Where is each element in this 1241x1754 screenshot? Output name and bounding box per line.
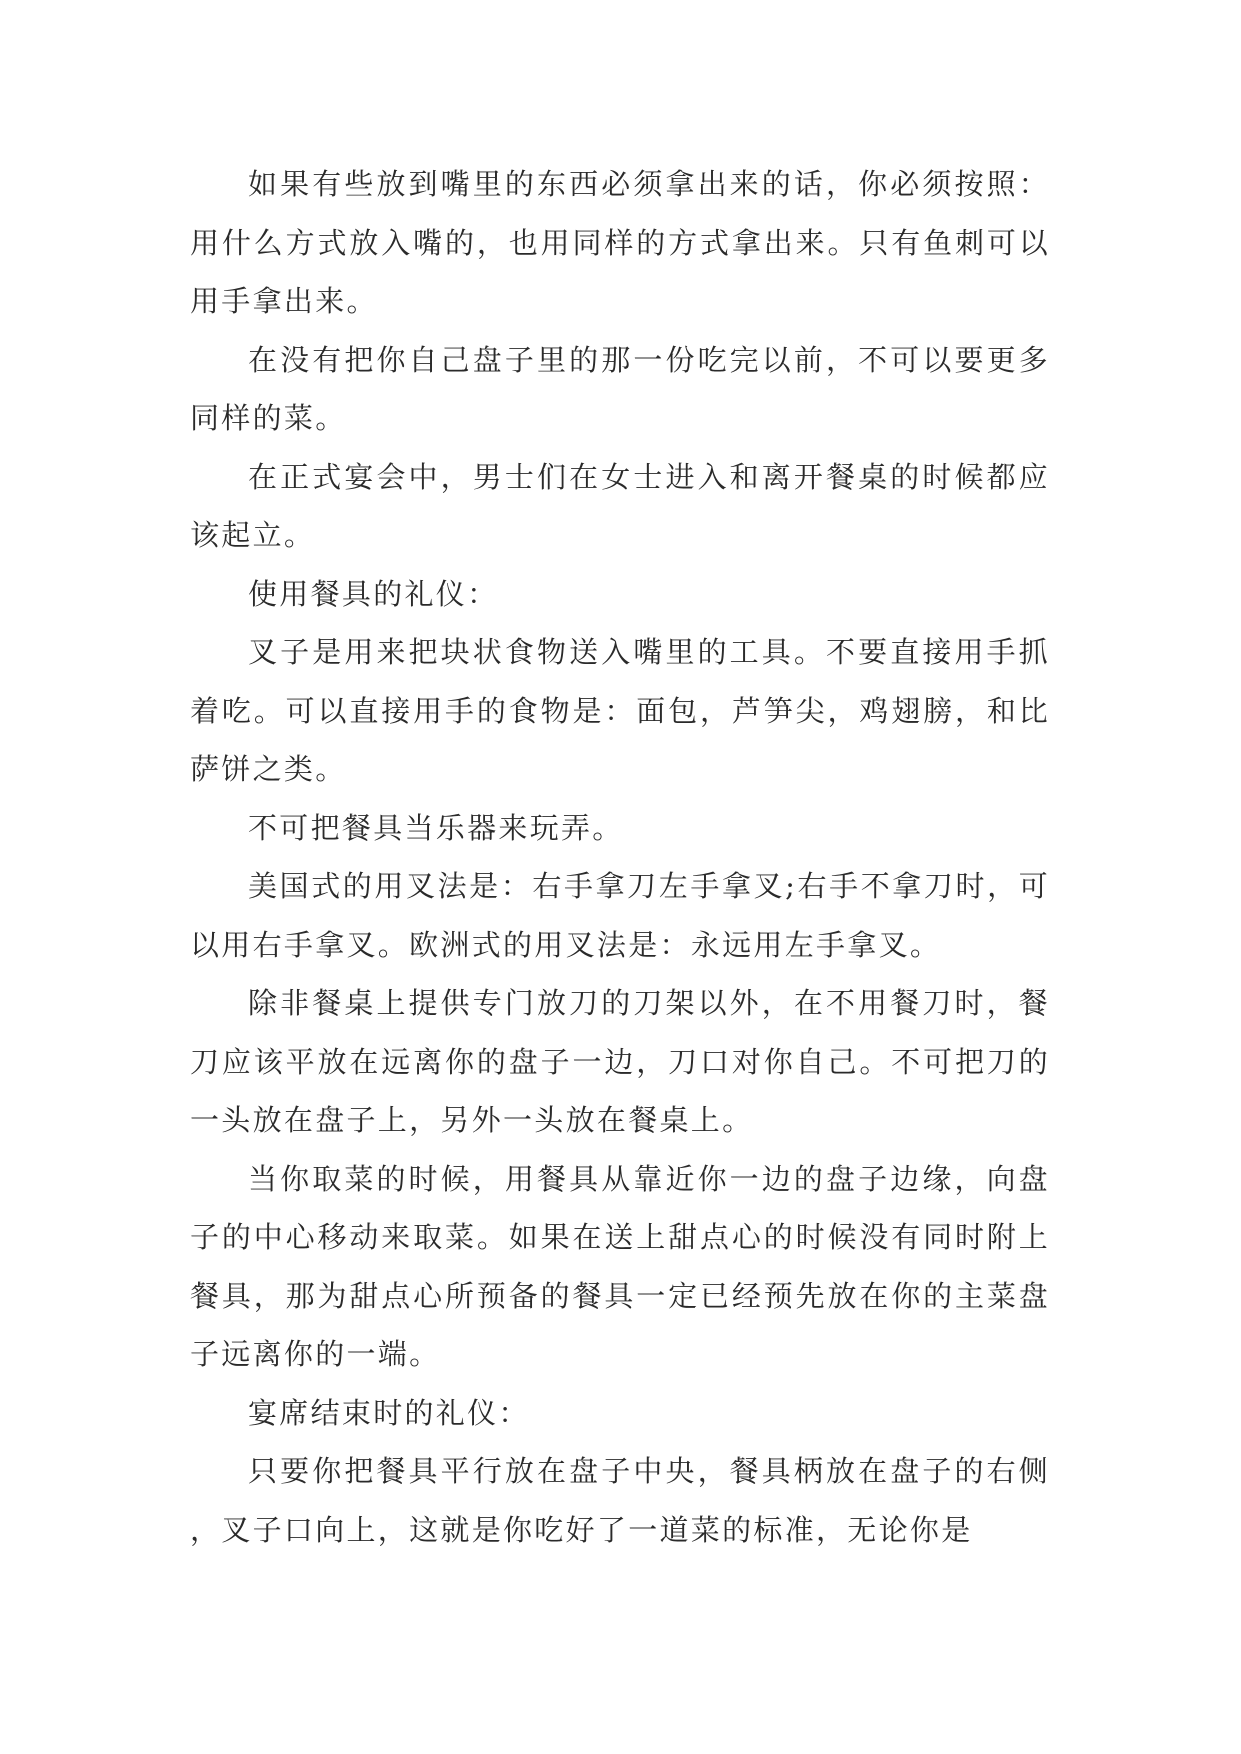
paragraph-remove-food: 如果有些放到嘴里的东西必须拿出来的话，你必须按照：用什么方式放入嘴的，也用同样的方式拿出来。只有鱼刺可以用手拿出来。 — [190, 167, 1050, 318]
paragraph-knife-placement: 除非餐桌上提供专门放刀的刀架以外，在不用餐刀时，餐刀应该平放在远离你的盘子一边，刀口对你自己。不可把刀的一头放在盘子上，另外一头放在餐桌上。 — [190, 986, 1050, 1137]
paragraph-serving: 当你取菜的时候，用餐具从靠近你一边的盘子边缘，向盘子的中心移动来取菜。如果在送上甜点心的时候没有同时附上餐具，那为甜点心所预备的餐具一定已经预先放在你的主菜盘子远离你的一端。 — [190, 1161, 1050, 1371]
paragraph-fork-use: 叉子是用来把块状食物送入嘴里的工具。不要直接用手抓着吃。可以直接用手的食物是：面包，芦笋尖，鸡翅膀，和比萨饼之类。 — [190, 635, 1050, 786]
paragraph-formal-banquet: 在正式宴会中，男士们在女士进入和离开餐桌的时候都应该起立。 — [190, 459, 1050, 552]
paragraph-finished-signal: 只要你把餐具平行放在盘子中央，餐具柄放在盘子的右侧，叉子口向上，这就是你吃好了一道菜的标准，无论你是 — [190, 1454, 1050, 1547]
section-heading-end-of-meal: 宴席结束时的礼仪： — [248, 1395, 530, 1430]
paragraph-no-playing: 不可把餐具当乐器来玩弄。 — [248, 810, 624, 845]
document-body — [190, 155, 1050, 1559]
paragraph-fork-styles: 美国式的用叉法是：右手拿刀左手拿叉;右手不拿刀时，可以用右手拿叉。欧洲式的用叉法是：永远用左手拿叉。 — [190, 869, 1050, 962]
paragraph-finish-plate: 在没有把你自己盘子里的那一份吃完以前，不可以要更多同样的菜。 — [190, 342, 1050, 435]
section-heading-utensils: 使用餐具的礼仪： — [248, 576, 499, 611]
